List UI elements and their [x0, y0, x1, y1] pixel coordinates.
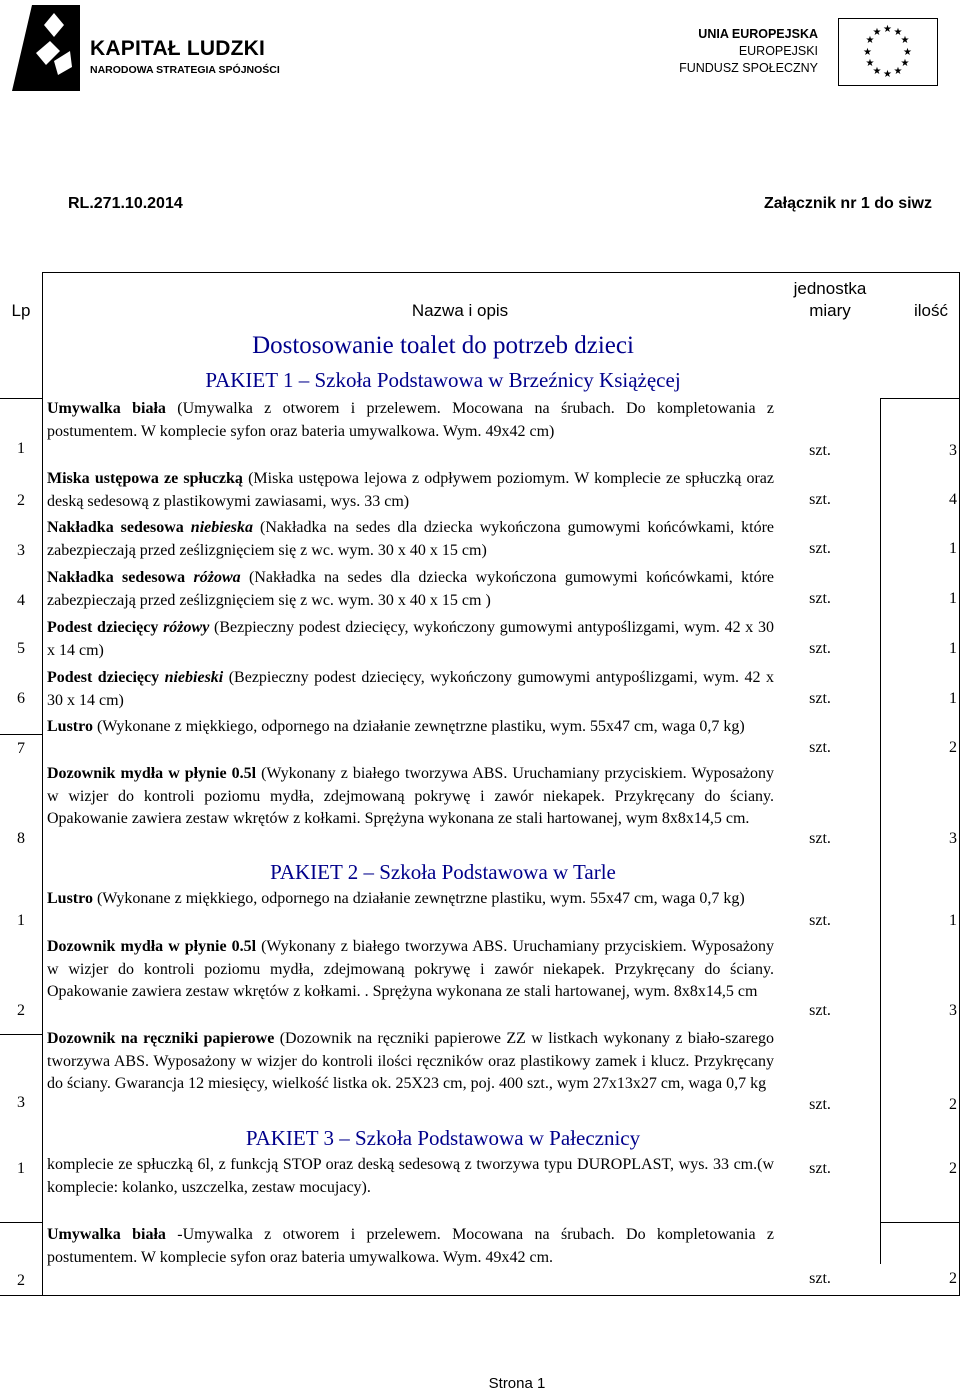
svg-text:★: ★ — [872, 27, 882, 38]
row-description — [47, 1028, 774, 1096]
row-number: 6 — [17, 690, 25, 707]
row-number: 5 — [17, 640, 25, 657]
row-qty: 3 — [949, 830, 957, 847]
row-description — [47, 617, 774, 662]
row-text: (Miska ustępowa lejowa z odpływem poziomym. W komplecie ze spłuczką oraz deską sedesową z plastikowymi zawiasami, wys. 33 cm) — [47, 470, 774, 510]
row-qty: 3 — [949, 442, 957, 459]
row-bold: Lustro — [47, 890, 93, 907]
row-number: 3 — [17, 542, 25, 559]
row-unit: szt. — [809, 739, 831, 756]
row-description — [47, 936, 774, 1004]
row-unit: szt. — [809, 912, 831, 929]
row-description — [47, 468, 774, 513]
eu-logo-text — [679, 26, 818, 77]
row-italic: różowy — [163, 619, 210, 636]
row-number: 1 — [17, 912, 25, 929]
table-grid-line — [0, 1222, 43, 1223]
row-bold: Nakładka sedesowa — [47, 519, 191, 536]
row-qty: 4 — [949, 491, 957, 508]
row-bold: Lustro — [47, 718, 93, 735]
row-unit: szt. — [809, 491, 831, 508]
row-qty: 2 — [949, 739, 957, 756]
row-bold: Umywalka biała — [47, 1226, 166, 1243]
row-qty: 1 — [949, 640, 957, 657]
document-reference: RL.271.10.2014 — [68, 195, 183, 212]
attachment-label: Załącznik nr 1 do siwz — [763, 195, 932, 212]
items-table — [0, 272, 960, 1296]
row-description — [47, 517, 774, 562]
row-qty: 2 — [949, 1160, 957, 1177]
row-unit: szt. — [809, 1270, 831, 1287]
row-bold: Nakładka sedesowa — [47, 569, 194, 586]
row-description — [47, 888, 774, 911]
row-bold: Podest dziecięcy — [47, 669, 165, 686]
row-italic: różowa — [193, 569, 241, 586]
svg-text:★: ★ — [865, 35, 875, 46]
row-bold: Dozownik mydła w płynie 0.5l — [47, 938, 257, 955]
row-qty: 1 — [949, 540, 957, 557]
kapital-ludzki-emblem — [10, 3, 82, 91]
table-grid-line — [0, 734, 43, 735]
row-description — [47, 1224, 774, 1269]
table-grid-line — [880, 398, 881, 1264]
row-text: (Umywalka z otworem i przelewem. Mocowana na śrubach. Do kompletowania z postumentem. W komplecie syfon oraz bateria umywalkowa. Wym. 49x42 cm) — [47, 400, 775, 440]
row-description — [47, 716, 774, 739]
row-number: 4 — [17, 592, 25, 609]
row-qty: 1 — [949, 912, 957, 929]
eu-flag-icon — [838, 18, 938, 86]
row-bold: Miska ustępowa ze spłuczką — [47, 470, 243, 487]
row-qty: 1 — [949, 690, 957, 707]
row-text: (Wykonane z miękkiego, odpornego na działanie zewnętrzne plastiku, wym. 55x47 cm, waga 0,7 kg) — [92, 718, 745, 735]
row-unit: szt. — [809, 590, 831, 607]
row-number: 2 — [17, 492, 25, 509]
row-text: (Wykonany z białego tworzywa ABS. Uruchamiany przyciskiem. Wyposażony w wizjer do kontroli poziomu mydła, zdejmowaną pokrywę i zawór niekapek. Przykręcany do ściany. Opakowanie zawiera zestaw wkrętów z kołkami. . Sprężyna wykonana ze stali hartowanej, wym. 8x8x14,5 cm — [47, 938, 774, 1000]
row-text: (Wykonane z miękkiego, odpornego na działanie zewnętrzne plastiku, wym. 55x47 cm, waga 0,7 kg) — [92, 890, 745, 907]
eu-stars-icon — [839, 19, 936, 84]
row-description — [47, 1154, 774, 1199]
svg-text:★: ★ — [903, 47, 912, 58]
row-description — [47, 763, 774, 831]
column-header-name: Nazwa i opis — [411, 301, 509, 320]
row-text: (Nakładka na sedes dla dziecka wykończona gumowymi końcówkami, które zabezpieczają przed ześlizgnięciem się z wc. wym. 30 x 40 x 15 cm) — [47, 519, 775, 559]
svg-text:★: ★ — [893, 66, 903, 77]
row-unit: szt. — [809, 690, 831, 707]
package-title: PAKIET 3 – Szkoła Podstawowa w Pałecznicy — [245, 1126, 641, 1150]
row-description — [47, 667, 774, 712]
row-number: 3 — [17, 1094, 25, 1111]
row-number: 2 — [17, 1272, 25, 1289]
row-text: -Umywalka z otworem i przelewem. Mocowana na śrubach. Do kompletowania z postumentem. W komplecie syfon oraz bateria umywalkowa. Wym. 49x42 cm. — [47, 1226, 775, 1266]
row-bold: Dozownik mydła w płynie 0.5l — [47, 765, 257, 782]
row-qty: 2 — [949, 1270, 957, 1287]
svg-text:★: ★ — [883, 69, 892, 80]
page-number: Strona 1 — [488, 1375, 546, 1392]
row-description — [47, 398, 774, 443]
column-header-unit-line2: miary — [809, 301, 851, 320]
row-bold: Umywalka biała — [47, 400, 166, 417]
package-title: PAKIET 2 – Szkoła Podstawowa w Tarle — [270, 860, 616, 884]
row-text: (Bezpieczny podest dziecięcy, wykończony gumowymi antypoślizgami, wym. 42 x 30 x 14 cm) — [47, 619, 775, 659]
svg-text:★: ★ — [893, 27, 903, 38]
column-header-qty: ilość — [913, 301, 948, 320]
eu-logo — [680, 18, 950, 88]
table-grid-line — [880, 1222, 960, 1223]
row-qty: 2 — [949, 1096, 957, 1113]
row-text: (Nakładka na sedes dla dziecka wykończona gumowymi końcówkami, które zabezpieczają przed ześlizgnięciem się z wc. wym. 30 x 40 x 15 cm ) — [47, 569, 775, 609]
row-qty: 1 — [949, 590, 957, 607]
table-grid-line — [880, 398, 960, 399]
table-grid-line — [0, 1295, 960, 1296]
table-grid-line — [0, 1034, 43, 1035]
row-italic: niebieska — [190, 519, 254, 536]
row-unit: szt. — [809, 1002, 831, 1019]
row-italic: niebieski — [164, 669, 224, 686]
svg-text:★: ★ — [872, 66, 882, 77]
column-header-lp: Lp — [11, 301, 31, 320]
row-unit: szt. — [809, 640, 831, 657]
column-header-unit-line1: jednostka — [793, 279, 867, 298]
row-bold: Podest dziecięcy — [47, 619, 164, 636]
column-header-unit — [770, 278, 890, 322]
eu-logo-line2: EUROPEJSKI — [738, 44, 818, 58]
svg-text:★: ★ — [863, 47, 872, 58]
row-unit: szt. — [809, 442, 831, 459]
row-unit: szt. — [809, 1160, 831, 1177]
logo-subtitle: NARODOWA STRATEGIA SPÓJNOŚCI — [90, 64, 280, 76]
row-bold: Dozownik na ręczniki papierowe — [47, 1030, 275, 1047]
table-grid-line — [42, 272, 960, 273]
row-number: 8 — [17, 830, 25, 847]
row-qty: 3 — [949, 1002, 957, 1019]
row-text: komplecie ze spłuczką 6l, z funkcją STOP oraz deską sedesową z tworzywa typu DUROPLAST, wys. 33 cm.(w komplecie: kolanko, uszczelka, zestaw mocujacy). — [47, 1156, 774, 1196]
row-text: (Wykonany z białego tworzywa ABS. Uruchamiany przyciskiem. Wyposażony w wizjer do kontroli poziomu mydła, zdejmowaną pokrywę i zawór niekapek. Przykręcany do ściany. Opakowanie zawiera zestaw wkrętów z kołkami. Sprężyna wykonana ze stali hartowanej, wym 8x8x14,5 cm. — [47, 765, 774, 827]
package-title: PAKIET 1 – Szkoła Podstawowa w Brzeźnicy Książęcej — [205, 368, 681, 392]
kapital-ludzki-logo — [10, 3, 310, 93]
eu-logo-line1: UNIA EUROPEJSKA — [698, 27, 818, 41]
row-number: 1 — [17, 440, 25, 457]
row-text: (Dozownik na ręczniki papierowe ZZ w listkach wykonany z biało-szarego tworzywa ABS. Wyposażony w wizjer do kontroli ilości ręczników oraz plastikowy zamek i klucz. Przykręcany do ściany. Gwarancja 12 miesięcy, wielkość listka ok. 25X23 cm, poj. 400 szt., wym 27x13x27 cm, waga 0,7 kg — [47, 1030, 774, 1092]
row-unit: szt. — [809, 1096, 831, 1113]
table-grid-line — [0, 398, 43, 399]
row-unit: szt. — [809, 540, 831, 557]
svg-text:★: ★ — [883, 24, 892, 35]
svg-text:★: ★ — [900, 58, 910, 69]
row-unit: szt. — [809, 830, 831, 847]
row-number: 7 — [17, 740, 25, 757]
row-text: (Bezpieczny podest dziecięcy, wykończony gumowymi antypoślizgami, wym. 42 x 30 x 14 cm) — [47, 669, 774, 709]
row-number: 1 — [17, 1160, 25, 1177]
section-title: Dostosowanie toalet do potrzeb dzieci — [252, 332, 634, 359]
row-number: 2 — [17, 1002, 25, 1019]
svg-text:★: ★ — [865, 58, 875, 69]
logo-title: KAPITAŁ LUDZKI — [90, 37, 266, 60]
svg-text:★: ★ — [900, 35, 910, 46]
row-description — [47, 567, 774, 612]
eu-logo-line3: FUNDUSZ SPOŁECZNY — [679, 61, 818, 75]
